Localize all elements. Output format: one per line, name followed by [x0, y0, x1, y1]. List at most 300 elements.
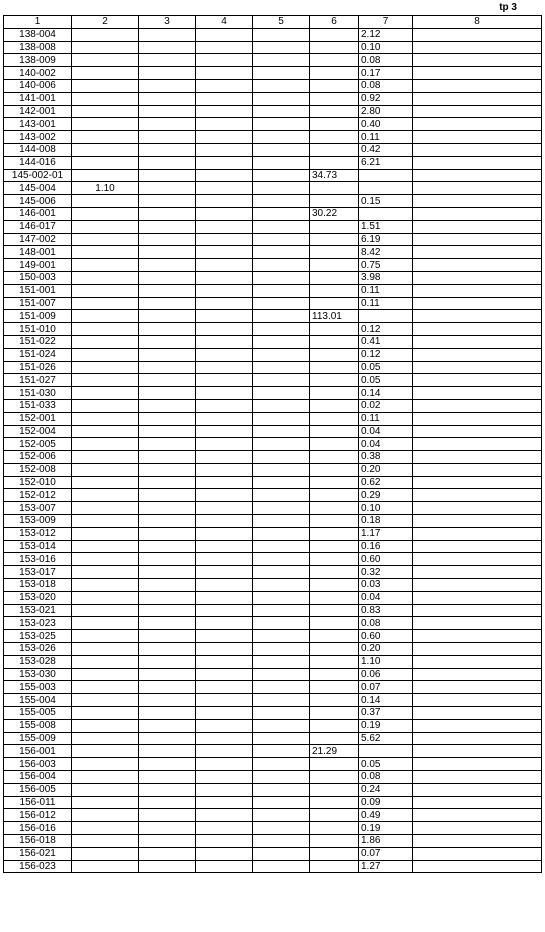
table-cell-col-2 — [72, 28, 139, 41]
table-cell-col-5 — [253, 246, 310, 259]
table-cell-col-8 — [413, 54, 542, 67]
table-cell-col-8 — [413, 246, 542, 259]
table-cell-col-1: 155-008 — [4, 719, 72, 732]
table-cell-col-7: 0.07 — [359, 847, 413, 860]
table-cell-col-5 — [253, 438, 310, 451]
table-cell-col-5 — [253, 860, 310, 873]
table-cell-col-8 — [413, 579, 542, 592]
table-cell-col-4 — [196, 387, 253, 400]
table-cell-col-7: 0.32 — [359, 566, 413, 579]
table-row — [4, 220, 542, 233]
table-cell-col-3 — [139, 28, 196, 41]
table-row — [4, 758, 542, 771]
table-row — [4, 374, 542, 387]
table-cell-col-8 — [413, 374, 542, 387]
table-cell-col-5 — [253, 835, 310, 848]
table-cell-col-3 — [139, 118, 196, 131]
table-cell-col-8 — [413, 732, 542, 745]
table-cell-col-6 — [310, 489, 359, 502]
table-cell-col-3 — [139, 758, 196, 771]
table-row — [4, 131, 542, 144]
table-cell-col-2 — [72, 579, 139, 592]
table-row — [4, 681, 542, 694]
table-cell-col-6 — [310, 630, 359, 643]
table-cell-col-5 — [253, 668, 310, 681]
table-cell-col-1: 153-030 — [4, 668, 72, 681]
table-cell-col-3 — [139, 169, 196, 182]
table-cell-col-2 — [72, 92, 139, 105]
table-cell-col-4 — [196, 92, 253, 105]
table-cell-col-4 — [196, 41, 253, 54]
table-cell-col-4 — [196, 118, 253, 131]
table-cell-col-7: 0.37 — [359, 707, 413, 720]
table-cell-col-5 — [253, 719, 310, 732]
table-row — [4, 156, 542, 169]
table-cell-col-3 — [139, 438, 196, 451]
table-cell-col-1: 153-009 — [4, 515, 72, 528]
table-cell-col-5 — [253, 643, 310, 656]
table-cell-col-2 — [72, 41, 139, 54]
table-cell-col-8 — [413, 451, 542, 464]
table-cell-col-7: 0.08 — [359, 54, 413, 67]
table-cell-col-8 — [413, 28, 542, 41]
table-cell-col-5 — [253, 41, 310, 54]
table-cell-col-3 — [139, 655, 196, 668]
table-cell-col-4 — [196, 169, 253, 182]
table-cell-col-8 — [413, 310, 542, 323]
table-cell-col-1: 152-004 — [4, 425, 72, 438]
table-cell-col-6 — [310, 655, 359, 668]
table-cell-col-1: 151-009 — [4, 310, 72, 323]
table-cell-col-8 — [413, 169, 542, 182]
table-cell-col-2 — [72, 745, 139, 758]
table-cell-col-8 — [413, 758, 542, 771]
table-row — [4, 67, 542, 80]
table-row — [4, 847, 542, 860]
table-cell-col-3 — [139, 681, 196, 694]
table-cell-col-7: 8.42 — [359, 246, 413, 259]
table-cell-col-7: 0.14 — [359, 387, 413, 400]
table-cell-col-6 — [310, 847, 359, 860]
table-cell-col-5 — [253, 553, 310, 566]
table-cell-col-6: 30.22 — [310, 207, 359, 220]
table-cell-col-8 — [413, 515, 542, 528]
table-cell-col-7: 0.29 — [359, 489, 413, 502]
table-cell-col-5 — [253, 220, 310, 233]
table-cell-col-2 — [72, 719, 139, 732]
table-cell-col-3 — [139, 348, 196, 361]
table-cell-col-3 — [139, 566, 196, 579]
table-cell-col-1: 155-009 — [4, 732, 72, 745]
table-cell-col-6: 34.73 — [310, 169, 359, 182]
table-cell-col-7 — [359, 310, 413, 323]
table-cell-col-6 — [310, 425, 359, 438]
table-cell-col-6 — [310, 451, 359, 464]
table-cell-col-5 — [253, 745, 310, 758]
table-cell-col-8 — [413, 220, 542, 233]
table-cell-col-6 — [310, 335, 359, 348]
table-cell-col-4 — [196, 220, 253, 233]
table-cell-col-2 — [72, 79, 139, 92]
table-cell-col-5 — [253, 361, 310, 374]
table-cell-col-7: 1.27 — [359, 860, 413, 873]
table-cell-col-3 — [139, 131, 196, 144]
table-cell-col-3 — [139, 335, 196, 348]
table-cell-col-7: 2.80 — [359, 105, 413, 118]
table-cell-col-4 — [196, 399, 253, 412]
table-cell-col-6 — [310, 220, 359, 233]
table-cell-col-1: 151-001 — [4, 284, 72, 297]
table-cell-col-3 — [139, 809, 196, 822]
table-cell-col-3 — [139, 745, 196, 758]
table-cell-col-6 — [310, 143, 359, 156]
table-cell-col-3 — [139, 515, 196, 528]
table-cell-col-8 — [413, 681, 542, 694]
table-cell-col-5 — [253, 284, 310, 297]
table-cell-col-6 — [310, 412, 359, 425]
table-body — [4, 28, 542, 873]
table-row — [4, 527, 542, 540]
table-cell-col-2 — [72, 131, 139, 144]
table-cell-col-3 — [139, 617, 196, 630]
table-cell-col-1: 143-001 — [4, 118, 72, 131]
table-cell-col-6 — [310, 566, 359, 579]
table-cell-col-3 — [139, 79, 196, 92]
table-row — [4, 540, 542, 553]
table-cell-col-8 — [413, 860, 542, 873]
table-cell-col-6 — [310, 617, 359, 630]
table-cell-col-6 — [310, 41, 359, 54]
table-cell-col-6 — [310, 591, 359, 604]
table-cell-col-7: 0.15 — [359, 195, 413, 208]
table-cell-col-2 — [72, 502, 139, 515]
table-cell-col-5 — [253, 463, 310, 476]
table-cell-col-7: 0.03 — [359, 579, 413, 592]
table-cell-col-6 — [310, 67, 359, 80]
table-cell-col-6 — [310, 681, 359, 694]
table-cell-col-2 — [72, 822, 139, 835]
table-cell-col-8 — [413, 79, 542, 92]
table-cell-col-8 — [413, 105, 542, 118]
table-cell-col-4 — [196, 732, 253, 745]
table-cell-col-6 — [310, 246, 359, 259]
table-cell-col-4 — [196, 707, 253, 720]
table-row — [4, 655, 542, 668]
column-header: 7 — [359, 16, 413, 29]
table-cell-col-2 — [72, 348, 139, 361]
table-cell-col-5 — [253, 681, 310, 694]
table-cell-col-8 — [413, 489, 542, 502]
table-cell-col-3 — [139, 822, 196, 835]
table-cell-col-1: 153-014 — [4, 540, 72, 553]
table-cell-col-2 — [72, 169, 139, 182]
table-row — [4, 297, 542, 310]
table-cell-col-7: 0.10 — [359, 502, 413, 515]
table-row — [4, 591, 542, 604]
table-cell-col-5 — [253, 617, 310, 630]
table-cell-col-5 — [253, 259, 310, 272]
table-cell-col-4 — [196, 515, 253, 528]
table-cell-col-1: 144-016 — [4, 156, 72, 169]
table-row — [4, 207, 542, 220]
table-cell-col-4 — [196, 630, 253, 643]
table-cell-col-6 — [310, 92, 359, 105]
table-row — [4, 182, 542, 195]
table-cell-col-6 — [310, 438, 359, 451]
table-row — [4, 387, 542, 400]
table-cell-col-4 — [196, 438, 253, 451]
table-cell-col-7: 0.42 — [359, 143, 413, 156]
table-row — [4, 783, 542, 796]
table-cell-col-2 — [72, 604, 139, 617]
table-row — [4, 809, 542, 822]
table-cell-col-1: 140-002 — [4, 67, 72, 80]
table-cell-col-8 — [413, 719, 542, 732]
table-cell-col-3 — [139, 207, 196, 220]
table-cell-col-8 — [413, 668, 542, 681]
table-cell-col-7: 0.11 — [359, 131, 413, 144]
table-cell-col-4 — [196, 822, 253, 835]
table-cell-col-1: 148-001 — [4, 246, 72, 259]
table-cell-col-3 — [139, 399, 196, 412]
table-cell-col-5 — [253, 732, 310, 745]
table-cell-col-1: 150-003 — [4, 271, 72, 284]
column-header: 4 — [196, 16, 253, 29]
table-row — [4, 822, 542, 835]
table-cell-col-4 — [196, 553, 253, 566]
table-cell-col-7: 0.09 — [359, 796, 413, 809]
table-cell-col-6 — [310, 195, 359, 208]
table-cell-col-1: 153-021 — [4, 604, 72, 617]
table-cell-col-1: 144-008 — [4, 143, 72, 156]
table-cell-col-7: 1.17 — [359, 527, 413, 540]
table-cell-col-1: 153-023 — [4, 617, 72, 630]
table-row — [4, 233, 542, 246]
table-cell-col-3 — [139, 796, 196, 809]
table-cell-col-4 — [196, 527, 253, 540]
table-cell-col-4 — [196, 796, 253, 809]
table-cell-col-1: 156-005 — [4, 783, 72, 796]
table-cell-col-4 — [196, 655, 253, 668]
table-row — [4, 92, 542, 105]
table-cell-col-6 — [310, 771, 359, 784]
table-cell-col-5 — [253, 630, 310, 643]
table-cell-col-2 — [72, 233, 139, 246]
table-cell-col-2 — [72, 412, 139, 425]
table-cell-col-2 — [72, 809, 139, 822]
column-header: 3 — [139, 16, 196, 29]
table-cell-col-2 — [72, 860, 139, 873]
table-cell-col-7: 0.92 — [359, 92, 413, 105]
table-cell-col-4 — [196, 771, 253, 784]
table-cell-col-5 — [253, 54, 310, 67]
table-cell-col-3 — [139, 783, 196, 796]
table-cell-col-5 — [253, 425, 310, 438]
table-cell-col-1: 156-023 — [4, 860, 72, 873]
table-cell-col-5 — [253, 707, 310, 720]
table-cell-col-6 — [310, 348, 359, 361]
table-cell-col-7: 0.05 — [359, 374, 413, 387]
table-row — [4, 604, 542, 617]
table-cell-col-3 — [139, 41, 196, 54]
table-cell-col-3 — [139, 502, 196, 515]
table-cell-col-3 — [139, 643, 196, 656]
table-cell-col-4 — [196, 835, 253, 848]
table-cell-col-1: 146-017 — [4, 220, 72, 233]
table-cell-col-7: 0.08 — [359, 79, 413, 92]
table-cell-col-4 — [196, 860, 253, 873]
table-cell-col-4 — [196, 668, 253, 681]
table-cell-col-5 — [253, 131, 310, 144]
table-cell-col-2 — [72, 540, 139, 553]
table-cell-col-6 — [310, 553, 359, 566]
table-row — [4, 105, 542, 118]
table-cell-col-7: 0.12 — [359, 348, 413, 361]
table-row — [4, 54, 542, 67]
table-cell-col-1: 156-011 — [4, 796, 72, 809]
table-cell-col-8 — [413, 156, 542, 169]
table-cell-col-7: 0.02 — [359, 399, 413, 412]
table-row — [4, 771, 542, 784]
table-row — [4, 438, 542, 451]
table-cell-col-6 — [310, 515, 359, 528]
table-cell-col-6 — [310, 118, 359, 131]
table-cell-col-2 — [72, 463, 139, 476]
table-cell-col-7: 0.04 — [359, 438, 413, 451]
table-cell-col-8 — [413, 809, 542, 822]
table-cell-col-5 — [253, 156, 310, 169]
table-row — [4, 41, 542, 54]
table-cell-col-7: 0.41 — [359, 335, 413, 348]
table-cell-col-7: 0.14 — [359, 694, 413, 707]
table-cell-col-3 — [139, 451, 196, 464]
table-row — [4, 412, 542, 425]
table-cell-col-1: 147-002 — [4, 233, 72, 246]
table-cell-col-7: 0.38 — [359, 451, 413, 464]
table-row — [4, 284, 542, 297]
table-cell-col-8 — [413, 67, 542, 80]
table-cell-col-3 — [139, 771, 196, 784]
table-cell-col-8 — [413, 438, 542, 451]
table-cell-col-3 — [139, 694, 196, 707]
table-cell-col-5 — [253, 796, 310, 809]
table-cell-col-1: 153-020 — [4, 591, 72, 604]
table-cell-col-1: 145-002-01 — [4, 169, 72, 182]
table-cell-col-2 — [72, 617, 139, 630]
page-label: tp 3 — [499, 2, 517, 13]
table-cell-col-6 — [310, 323, 359, 336]
table-cell-col-2 — [72, 323, 139, 336]
table-cell-col-3 — [139, 310, 196, 323]
table-cell-col-7: 0.11 — [359, 297, 413, 310]
table-row — [4, 246, 542, 259]
table-cell-col-2 — [72, 847, 139, 860]
table-cell-col-5 — [253, 476, 310, 489]
table-cell-col-6 — [310, 502, 359, 515]
table-row — [4, 169, 542, 182]
table-cell-col-2 — [72, 105, 139, 118]
table-row — [4, 335, 542, 348]
table-cell-col-7: 0.60 — [359, 630, 413, 643]
table-cell-col-2 — [72, 425, 139, 438]
table-cell-col-5 — [253, 771, 310, 784]
table-cell-col-4 — [196, 310, 253, 323]
table-row — [4, 694, 542, 707]
table-cell-col-2 — [72, 694, 139, 707]
table-cell-col-4 — [196, 156, 253, 169]
table-cell-col-5 — [253, 310, 310, 323]
data-table — [3, 15, 542, 873]
table-cell-col-8 — [413, 771, 542, 784]
table-cell-col-4 — [196, 374, 253, 387]
table-cell-col-2: 1.10 — [72, 182, 139, 195]
table-cell-col-6 — [310, 822, 359, 835]
table-cell-col-6 — [310, 233, 359, 246]
table-cell-col-2 — [72, 835, 139, 848]
table-cell-col-1: 155-003 — [4, 681, 72, 694]
table-cell-col-3 — [139, 387, 196, 400]
table-cell-col-8 — [413, 233, 542, 246]
table-row — [4, 707, 542, 720]
table-cell-col-6 — [310, 860, 359, 873]
table-cell-col-7: 0.06 — [359, 668, 413, 681]
table-cell-col-3 — [139, 732, 196, 745]
table-row — [4, 361, 542, 374]
table-cell-col-8 — [413, 259, 542, 272]
table-cell-col-6 — [310, 182, 359, 195]
table-cell-col-1: 151-024 — [4, 348, 72, 361]
table-cell-col-7: 0.20 — [359, 643, 413, 656]
table-cell-col-3 — [139, 105, 196, 118]
table-cell-col-2 — [72, 527, 139, 540]
table-cell-col-7: 0.11 — [359, 412, 413, 425]
table-row — [4, 28, 542, 41]
table-cell-col-5 — [253, 335, 310, 348]
table-row — [4, 310, 542, 323]
table-cell-col-5 — [253, 489, 310, 502]
table-cell-col-6 — [310, 476, 359, 489]
table-cell-col-1: 152-006 — [4, 451, 72, 464]
table-cell-col-7: 0.49 — [359, 809, 413, 822]
table-cell-col-6 — [310, 732, 359, 745]
table-cell-col-2 — [72, 796, 139, 809]
table-cell-col-5 — [253, 374, 310, 387]
table-cell-col-8 — [413, 527, 542, 540]
table-row — [4, 643, 542, 656]
table-cell-col-8 — [413, 476, 542, 489]
table-cell-col-4 — [196, 246, 253, 259]
table-cell-col-1: 143-002 — [4, 131, 72, 144]
table-cell-col-5 — [253, 822, 310, 835]
table-cell-col-6 — [310, 54, 359, 67]
table-cell-col-3 — [139, 182, 196, 195]
table-cell-col-5 — [253, 451, 310, 464]
table-row — [4, 732, 542, 745]
table-cell-col-4 — [196, 143, 253, 156]
table-cell-col-8 — [413, 41, 542, 54]
table-cell-col-4 — [196, 758, 253, 771]
table-cell-col-2 — [72, 374, 139, 387]
table-cell-col-1: 145-004 — [4, 182, 72, 195]
table-cell-col-3 — [139, 591, 196, 604]
table-cell-col-8 — [413, 694, 542, 707]
table-cell-col-6 — [310, 387, 359, 400]
table-cell-col-8 — [413, 118, 542, 131]
table-cell-col-1: 151-027 — [4, 374, 72, 387]
table-cell-col-5 — [253, 502, 310, 515]
table-cell-col-8 — [413, 271, 542, 284]
table-cell-col-6 — [310, 297, 359, 310]
